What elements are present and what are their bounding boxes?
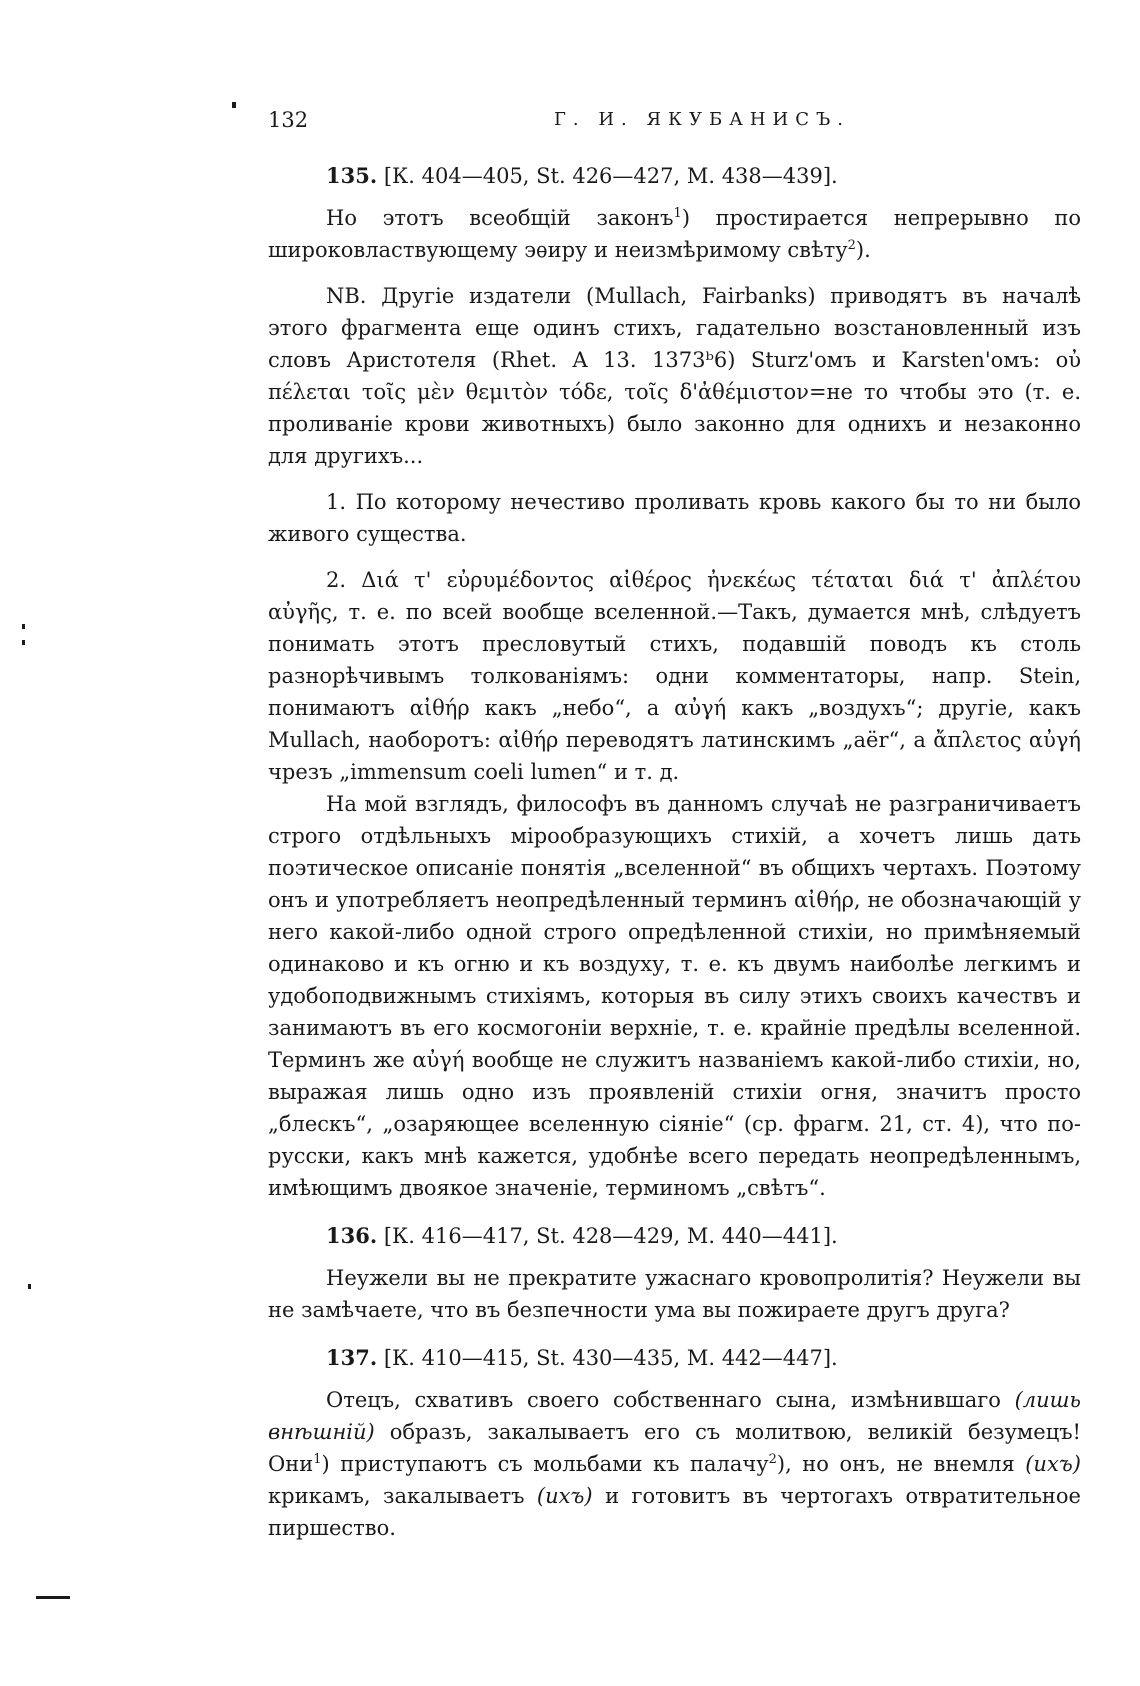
- fragment-137-text-e: крикамъ, закалываетъ: [268, 1484, 537, 1508]
- margin-dash-bottom: [36, 1596, 70, 1599]
- fragment-137-italic-1: (лишь внѣшній): [268, 1388, 1081, 1444]
- fragment-135-refs: [К. 404—405, St. 426—427, M. 438—439].: [383, 164, 838, 188]
- fragment-137-text-f: и готовитъ въ чертогахъ отвратительное пиршество.: [268, 1484, 1081, 1540]
- fragment-137-text-d: ), но онъ, не внемля: [776, 1452, 1026, 1476]
- fragment-135-text-a: Но этотъ всеобщій законъ: [326, 206, 674, 230]
- fragment-137-text-b: образъ, закалываетъ его съ молитвою, великій безумецъ! Они: [268, 1420, 1081, 1476]
- fragment-135-text: [268, 202, 1081, 266]
- margin-dot-left-2: [22, 640, 25, 645]
- margin-dot-left-3: [28, 1284, 31, 1289]
- note-1: 1. По которому нечестиво проливать кровь какого бы то ни было живого существа.: [268, 490, 1081, 546]
- fragment-135-text-c: ).: [855, 238, 871, 262]
- footnote-ref-1: 1: [673, 206, 682, 221]
- fragment-135-heading: [326, 160, 1081, 192]
- fragment-137-text: [268, 1384, 1081, 1544]
- nb-note: NB. Другіе издатели (Mullach, Fairbanks) приводятъ въ началѣ этого фрагмента еще одинъ стихъ, гадательно возстановленный изъ словъ Аристотеля (Rhet. A 13. 1373ᵇ6) Sturz'омъ и Karsten'омъ: οὐ πέλεται τοῖς μὲν θεμιτὸν τόδε, τοῖς δ'ἀθέμιστον=не то чтобы это (т. е. проливаніе крови животныхъ) было законно для однихъ и незаконно для другихъ...: [268, 284, 1081, 468]
- fragment-137-text-c: ) приступаютъ съ мольбами къ палачу: [321, 1452, 769, 1476]
- fragment-136-refs: [К. 416—417, St. 428—429, M. 440—441].: [383, 1224, 838, 1248]
- fragment-137-italic-2: (ихъ): [1025, 1452, 1081, 1476]
- page-number: 132: [268, 108, 309, 132]
- fragment-135-number: 135.: [326, 163, 378, 188]
- fragment-137-text-a: Отецъ, схвативъ своего собственнаго сына, измѣнившаго: [326, 1388, 1015, 1412]
- running-head: [268, 104, 1081, 144]
- commentary-paragraph: На мой взглядъ, философъ въ данномъ случаѣ не разграничиваетъ строго отдѣльныхъ мірообразующихъ стихій, а хочетъ лишь дать поэтическое описаніе понятія „вселенной“ въ общихъ чертахъ. Поэтому онъ и употребляетъ неопредѣленный терминъ αἰθήρ, не обозначающій у него какой-либо одной строго опредѣленной стихіи, но примѣняемый одинаково и къ огню и къ воздуху, т. е. къ двумъ наиболѣе легкимъ и удобоподвижнымъ стихіямъ, которыя въ силу этихъ своихъ качествъ и занимаютъ въ его космогоніи верхніе, т. е. крайніе предѣлы вселенной. Терминъ же αὐγή вообще не служитъ названіемъ какой-либо стихіи, но, выражая лишь одно изъ проявленій стихіи огня, значитъ просто „блескъ“, „озаряющее вселенную сіяніе“ (ср. фрагм. 21, ст. 4), что по-русски, какъ мнѣ кажется, удобнѣе всего передать неопредѣленнымъ, имѣющимъ двоякое значеніе, терминомъ „свѣтъ“.: [268, 792, 1081, 1200]
- document-page: [268, 104, 1081, 1544]
- fragment-136-number: 136.: [326, 1223, 378, 1248]
- fragment-137-heading: [326, 1342, 1081, 1374]
- fragment-137-number: 137.: [326, 1345, 378, 1370]
- fragment-136-heading: [326, 1220, 1081, 1252]
- fragment-136-text: Неужели вы не прекратите ужаснаго кровопролитія? Неужели вы не замѣчаете, что въ безпечности ума вы пожираете другъ друга?: [268, 1266, 1081, 1322]
- margin-dot-left-1: [22, 624, 25, 629]
- running-title: Г. И. ЯКУБАНИСЪ.: [554, 109, 851, 130]
- footnote-ref-2b: 2: [768, 1452, 777, 1467]
- footnote-ref-1b: 1: [313, 1452, 322, 1467]
- margin-dot-top: [232, 102, 236, 108]
- fragment-137-refs: [К. 410—415, St. 430—435, M. 442—447].: [383, 1346, 838, 1370]
- footnote-ref-2: 2: [847, 238, 856, 253]
- note-2: 2. Διά τ' εὐρυμέδοντος αἰθέρος ἠνεκέως τέταται διά τ' ἀπλέτου αὐγῆς, т. е. по всей вообще вселенной.—Такъ, думается мнѣ, слѣдуетъ понимать этотъ пресловутый стихъ, подавшій поводъ къ столь разнорѣчивымъ толкованіямъ: одни комментаторы, напр. Stein, понимаютъ αἰθήρ какъ „небо“, а αὐγή какъ „воздухъ“; другіе, какъ Mullach, наоборотъ: αἰθήρ переводятъ латинскимъ „aër“, а ἄπλετος αὐγή чрезъ „immensum coeli lumen“ и т. д.: [268, 568, 1081, 784]
- fragment-137-italic-3: (ихъ): [536, 1484, 593, 1508]
- fragment-135-text-b: ) простирается непрерывно по широковластвующему эѳиру и неизмѣримому свѣту: [268, 206, 1081, 262]
